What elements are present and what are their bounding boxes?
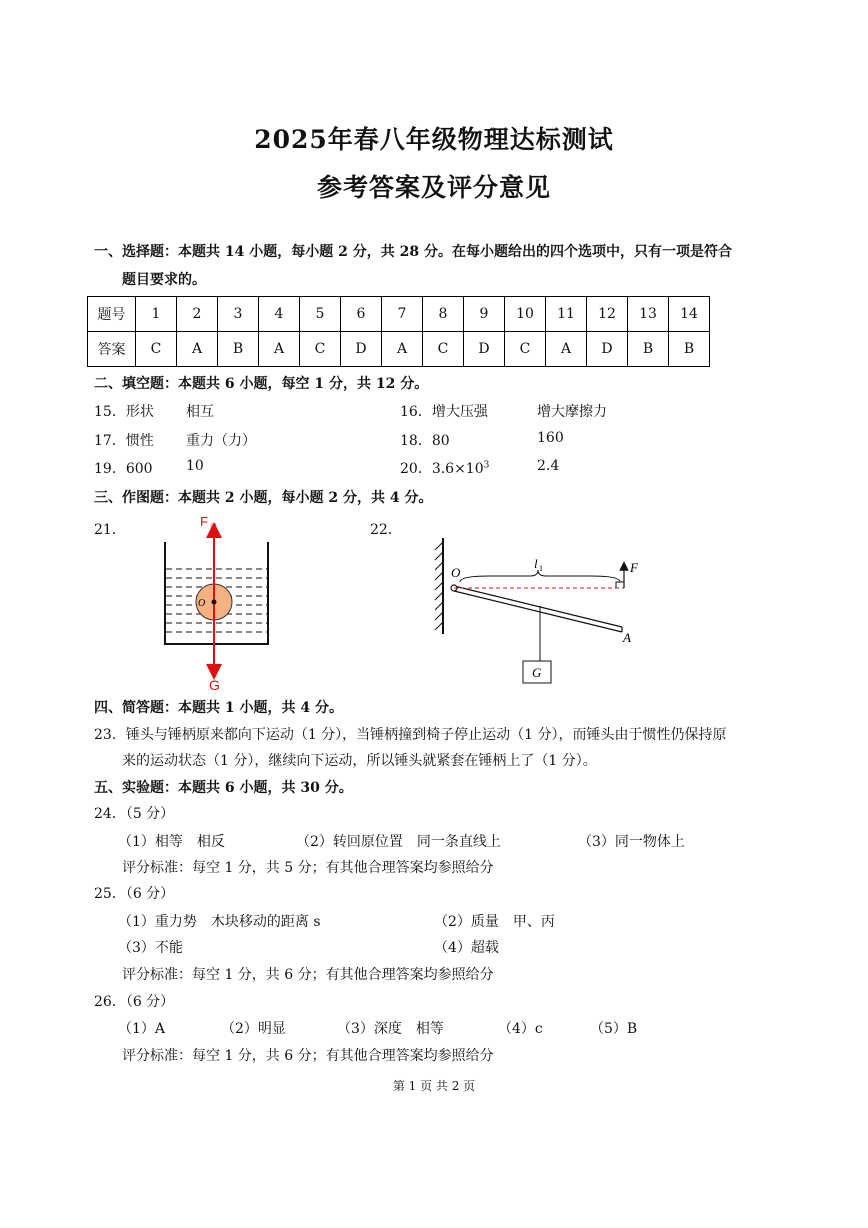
scoring-26: 评分标准：每空 1 分，共 6 分；有其他合理答案均参照给分 xyxy=(122,1048,494,1064)
label-f-buoyant: F xyxy=(200,514,208,529)
answer-24-2: （2）转回原位置 同一条直线上 xyxy=(296,834,501,850)
answer-18b: 160 xyxy=(537,430,564,446)
answer-19b: 10 xyxy=(186,458,204,474)
label-l: l xyxy=(534,556,538,571)
answer-23-line1: 23．锤头与锤柄原来都向下运动（1 分），当锤柄撞到椅子停止运动（1 分），而锤头由于惯性仍保持原 xyxy=(94,727,727,743)
answer-24-1: （1）相等 相反 xyxy=(118,834,225,850)
answer-17: 17．惯性 xyxy=(94,433,154,449)
table-cell: 9 xyxy=(464,297,505,332)
table-cell: B xyxy=(628,332,669,367)
answer-table xyxy=(87,296,710,367)
table-cell: A xyxy=(546,332,587,367)
page-title: 2025年春八年级物理达标测试 xyxy=(254,125,614,154)
table-cell: 4 xyxy=(259,297,300,332)
question-21-label: 21． xyxy=(94,522,126,538)
section-1-heading: 一、选择题：本题共 14 小题，每小题 2 分，共 28 分。在每小题给出的四个选项中，只有一项是符合 xyxy=(94,244,732,260)
table-cell: A xyxy=(382,332,423,367)
answer-17b: 重力（力） xyxy=(186,433,256,449)
table-cell: 12 xyxy=(587,297,628,332)
answer-25-1: （1）重力势 木块移动的距离 s xyxy=(118,914,321,930)
answer-25-3: （3）不能 xyxy=(118,940,183,956)
answer-24-3: （3）同一物体上 xyxy=(578,834,685,850)
answer-20-exponent: 3 xyxy=(483,460,490,471)
table-cell: 5 xyxy=(300,297,341,332)
table-header-answer: 答案 xyxy=(88,332,136,367)
answer-15: 15．形状 xyxy=(94,404,154,420)
label-a: A xyxy=(623,630,631,645)
scoring-24: 评分标准：每空 1 分，共 5 分；有其他合理答案均参照给分 xyxy=(122,860,494,876)
label-o: O xyxy=(451,565,461,580)
table-cell: D xyxy=(341,332,382,367)
answer-25-4: （4）超载 xyxy=(434,940,499,956)
answer-26-4: （4）c xyxy=(498,1021,543,1037)
answer-26-5: （5）B xyxy=(590,1021,638,1037)
table-cell: C xyxy=(300,332,341,367)
table-cell: 3 xyxy=(218,297,259,332)
lever-diagram xyxy=(430,530,650,690)
answer-15b: 相互 xyxy=(186,404,214,420)
label-f: F xyxy=(630,560,638,575)
answer-18: 18．80 xyxy=(400,433,450,449)
table-row-answers xyxy=(88,332,710,367)
table-cell: A xyxy=(177,332,218,367)
scoring-25: 评分标准：每空 1 分，共 6 分；有其他合理答案均参照给分 xyxy=(122,967,494,983)
table-cell: D xyxy=(587,332,628,367)
table-cell: A xyxy=(259,332,300,367)
table-cell: B xyxy=(218,332,259,367)
answer-26-2: （2）明显 xyxy=(221,1021,286,1037)
table-cell: B xyxy=(669,332,710,367)
label-g: G xyxy=(209,677,220,693)
label-g: G xyxy=(532,665,542,680)
answer-20b: 2.4 xyxy=(537,458,560,474)
page-number: 第 1 页 共 2 页 xyxy=(392,1079,476,1093)
answer-26-1: （1）A xyxy=(118,1021,166,1037)
answer-23-line2: 来的运动状态（1 分），继续向下运动，所以锤头就紧套在锤柄上了（1 分）。 xyxy=(122,753,597,769)
lever-bottom-edge xyxy=(454,591,622,632)
buoyancy-diagram xyxy=(150,512,280,694)
answer-16: 16．增大压强 xyxy=(400,404,488,420)
question-22-label: 22． xyxy=(370,522,402,538)
section-1-heading-cont: 题目要求的。 xyxy=(122,272,206,288)
section-3-heading: 三、作图题：本题共 2 小题，每小题 2 分，共 4 分。 xyxy=(94,490,433,506)
center-point xyxy=(212,600,217,605)
answer-16b: 增大摩擦力 xyxy=(537,404,607,420)
table-cell: D xyxy=(464,332,505,367)
lever-top-edge xyxy=(454,586,622,627)
answer-26-3: （3）深度 相等 xyxy=(337,1021,444,1037)
table-cell: C xyxy=(423,332,464,367)
table-cell: C xyxy=(505,332,546,367)
question-26: 26．（6 分） xyxy=(94,994,175,1010)
answer-20 xyxy=(400,458,489,478)
label-f-subscript: 浮 xyxy=(210,523,217,531)
section-5-heading: 五、实验题：本题共 6 小题，共 30 分。 xyxy=(94,780,353,796)
right-angle-mark xyxy=(616,582,624,588)
table-cell: 13 xyxy=(628,297,669,332)
answer-25-2: （2）质量 甲、丙 xyxy=(434,914,555,930)
section-2-heading: 二、填空题：本题共 6 小题，每空 1 分，共 12 分。 xyxy=(94,376,429,392)
table-cell: 14 xyxy=(669,297,710,332)
table-cell: 6 xyxy=(341,297,382,332)
table-cell: 10 xyxy=(505,297,546,332)
section-4-heading: 四、简答题：本题共 1 小题，共 4 分。 xyxy=(94,700,343,716)
label-l-subscript: 1 xyxy=(539,564,543,573)
wall-hatching xyxy=(435,542,443,630)
table-cell: 1 xyxy=(136,297,177,332)
table-cell: 2 xyxy=(177,297,218,332)
label-o: O xyxy=(198,598,206,609)
table-header-number: 题号 xyxy=(88,297,136,332)
question-24: 24．（5 分） xyxy=(94,806,175,822)
table-cell: 7 xyxy=(382,297,423,332)
answer-20-base: 20．3.6×10 xyxy=(400,461,484,477)
question-25: 25．（6 分） xyxy=(94,886,175,902)
table-cell: 11 xyxy=(546,297,587,332)
table-cell: 8 xyxy=(423,297,464,332)
table-row-numbers xyxy=(88,297,710,332)
table-cell: C xyxy=(136,332,177,367)
page-subtitle: 参考答案及评分意见 xyxy=(316,173,551,202)
answer-19: 19．600 xyxy=(94,461,153,477)
